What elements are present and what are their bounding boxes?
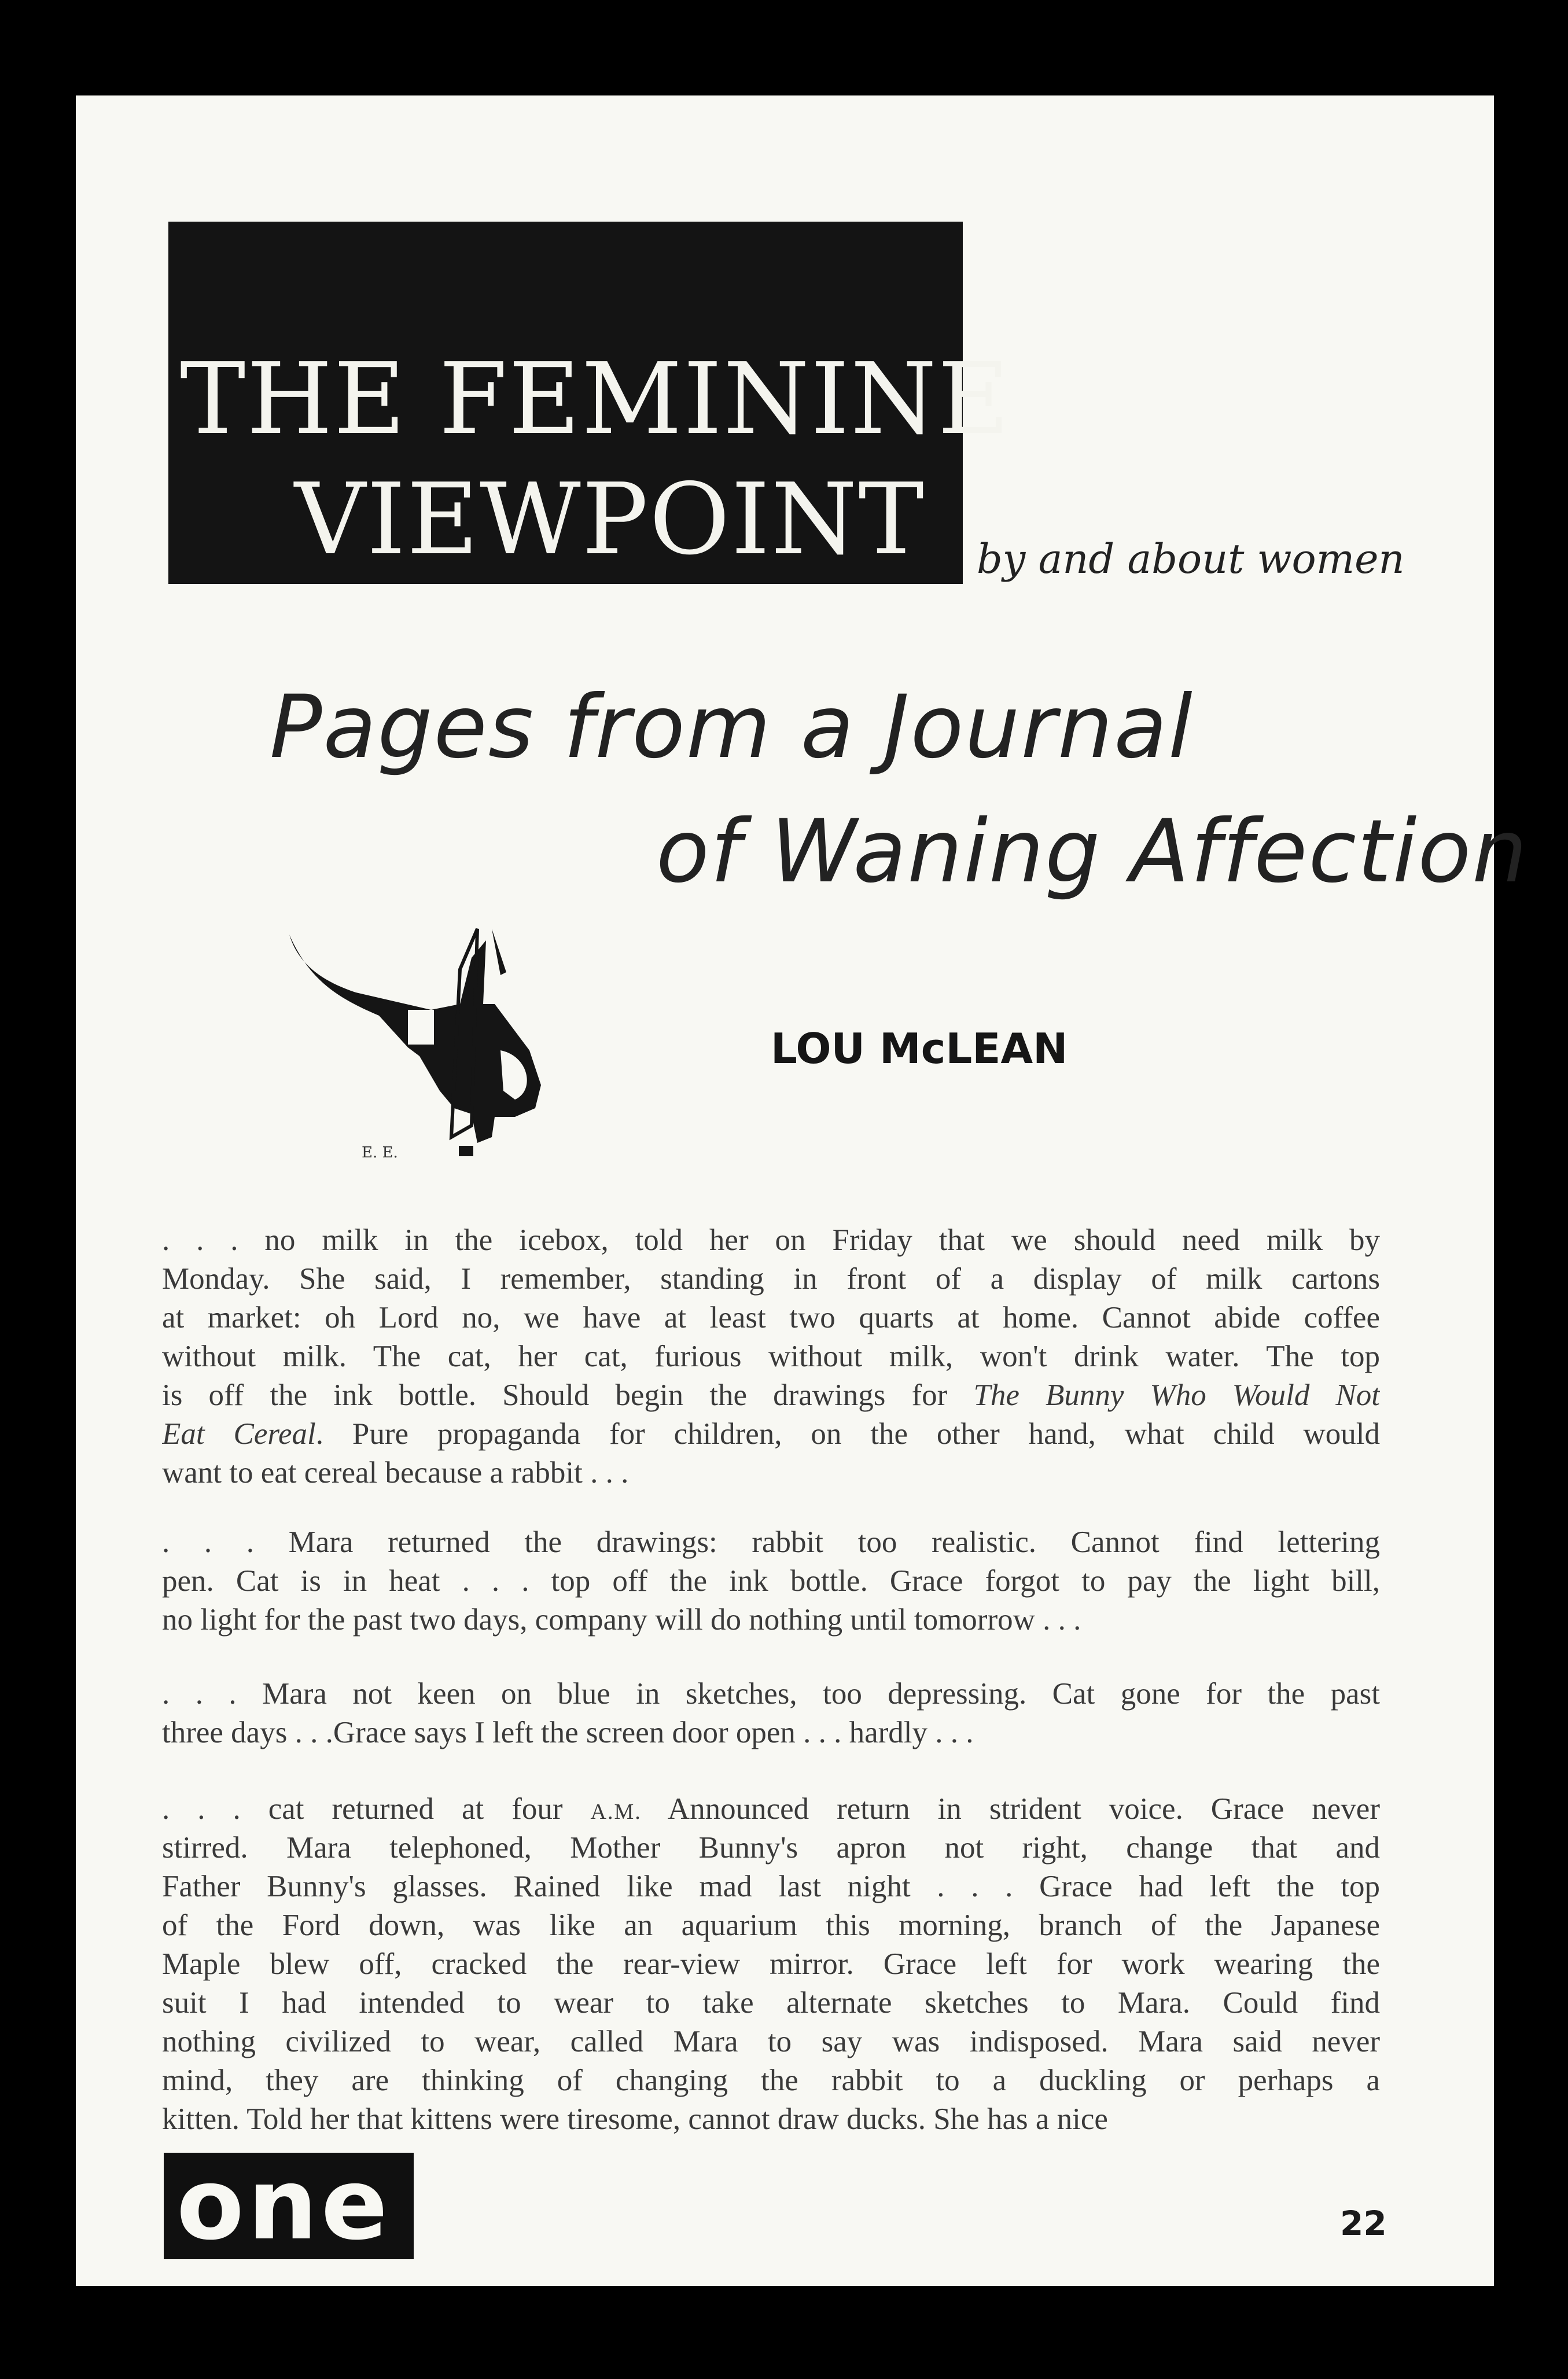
section-title-line1: THE FEMININE xyxy=(180,342,1011,457)
text-segment: no light for the past two days, company will do nothing until tomorrow . . . xyxy=(162,1603,1081,1637)
text-line xyxy=(162,1984,1380,2023)
logo-text: one xyxy=(176,2148,392,2262)
text-segment: nothing civilized to wear, called Mara to say was indisposed. Mara said never xyxy=(162,2025,1380,2058)
text-segment: is off the ink bottle. Should begin the drawings for xyxy=(162,1378,974,1412)
text-line xyxy=(162,1454,1380,1492)
article-title-line2: of Waning Affection xyxy=(656,801,1529,902)
illustration-signature: E. E. xyxy=(362,1144,398,1161)
text-line xyxy=(162,2061,1380,2100)
text-segment: Maple blew off, cracked the rear-view mirror. Grace left for work wearing the xyxy=(162,1947,1380,1981)
abstract-illustration xyxy=(286,917,726,1172)
text-segment: at market: oh Lord no, we have at least two quarts at home. Cannot abide coffee xyxy=(162,1301,1380,1334)
section-title-line2: VIEWPOINT xyxy=(295,462,925,577)
text-segment: three days . . .Grace says I left the screen door open . . . hardly . . . xyxy=(162,1716,974,1749)
paragraph xyxy=(162,1675,1380,1752)
text-segment: without milk. The cat, her cat, furious without milk, won't drink water. The top xyxy=(162,1340,1380,1373)
text-segment: A.M. xyxy=(590,1800,642,1824)
text-line xyxy=(162,1299,1380,1337)
text-segment: . Pure propaganda for children, on the other hand, what child would xyxy=(315,1417,1380,1451)
text-segment: Monday. She said, I remember, standing in front of a display of milk cartons xyxy=(162,1262,1380,1296)
text-segment: Eat Cereal xyxy=(162,1417,316,1451)
text-line xyxy=(162,1790,1380,1829)
paragraph xyxy=(162,1523,1380,1639)
text-line xyxy=(162,1376,1380,1415)
text-segment: . . . cat returned at four xyxy=(162,1792,591,1826)
text-segment: . . . no milk in the icebox, told her on Friday that we should need milk by xyxy=(162,1223,1380,1257)
text-segment: suit I had intended to wear to take alternate sketches to Mara. Could find xyxy=(162,1986,1380,2020)
page-number: 22 xyxy=(1340,2204,1387,2243)
text-line xyxy=(162,2023,1380,2061)
text-segment: stirred. Mara telephoned, Mother Bunny's apron not right, change that and xyxy=(162,1831,1380,1865)
text-line xyxy=(162,1221,1380,1260)
article-title-line1: Pages from a Journal xyxy=(270,677,1194,778)
text-line xyxy=(162,2100,1380,2139)
text-segment: The Bunny Who Would Not xyxy=(973,1378,1380,1412)
text-segment: Announced return in strident voice. Grace never xyxy=(641,1792,1380,1826)
text-line xyxy=(162,1415,1380,1454)
section-title-block xyxy=(168,222,1011,584)
text-line xyxy=(162,1829,1380,1867)
text-segment: mind, they are thinking of changing the rabbit to a duckling or perhaps a xyxy=(162,2064,1380,2097)
text-segment: of the Ford down, was like an aquarium this morning, branch of the Japanese xyxy=(162,1909,1380,1942)
text-line xyxy=(162,1945,1380,1984)
magazine-logo xyxy=(164,2148,414,2262)
text-line xyxy=(162,1714,1380,1752)
text-segment: want to eat cereal because a rabbit . . . xyxy=(162,1456,629,1490)
text-line xyxy=(162,1601,1380,1639)
text-segment: . . . Mara not keen on blue in sketches, too depressing. Cat gone for the past xyxy=(162,1677,1380,1711)
section-tagline: by and about women xyxy=(977,535,1405,583)
text-segment: Father Bunny's glasses. Rained like mad last night . . . Grace had left the top xyxy=(162,1870,1380,1903)
paragraph xyxy=(162,1790,1380,2139)
text-segment: . . . Mara returned the drawings: rabbit too realistic. Cannot find lettering xyxy=(162,1525,1380,1559)
text-segment: pen. Cat is in heat . . . top off the ink bottle. Grace forgot to pay the light bill, xyxy=(162,1564,1380,1598)
text-line xyxy=(162,1906,1380,1945)
author-byline: LOU McLEAN xyxy=(771,1024,1068,1073)
text-line xyxy=(162,1675,1380,1714)
paragraph xyxy=(162,1221,1380,1492)
text-line xyxy=(162,1260,1380,1299)
text-line xyxy=(162,1523,1380,1562)
text-line xyxy=(162,1337,1380,1376)
text-line xyxy=(162,1867,1380,1906)
text-line xyxy=(162,1562,1380,1601)
text-segment: kitten. Told her that kittens were tiresome, cannot draw ducks. She has a nice xyxy=(162,2102,1108,2136)
